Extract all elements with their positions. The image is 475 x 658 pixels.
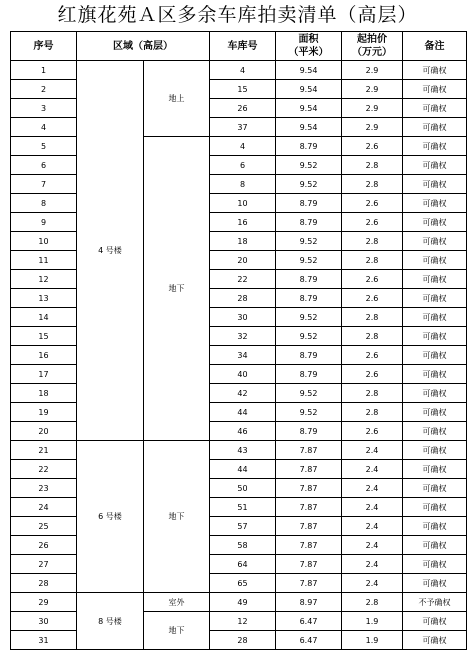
garage-cell: 12	[210, 612, 276, 631]
remark-cell: 可确权	[403, 270, 467, 289]
remark-cell: 可确权	[403, 574, 467, 593]
remark-cell: 可确权	[403, 441, 467, 460]
price-cell: 2.8	[342, 403, 403, 422]
remark-cell: 可确权	[403, 80, 467, 99]
price-cell: 2.8	[342, 384, 403, 403]
garage-cell: 18	[210, 232, 276, 251]
seq-cell: 17	[11, 365, 77, 384]
garage-cell: 20	[210, 251, 276, 270]
price-cell: 2.6	[342, 213, 403, 232]
price-cell: 2.6	[342, 270, 403, 289]
size-cell: 9.52	[276, 403, 342, 422]
seq-cell: 8	[11, 194, 77, 213]
price-cell: 2.6	[342, 137, 403, 156]
garage-cell: 8	[210, 175, 276, 194]
price-cell: 2.4	[342, 441, 403, 460]
size-cell: 7.87	[276, 498, 342, 517]
garage-cell: 44	[210, 403, 276, 422]
seq-cell: 24	[11, 498, 77, 517]
garage-cell: 28	[210, 289, 276, 308]
seq-cell: 7	[11, 175, 77, 194]
col-header-remark: 备注	[403, 32, 467, 61]
zone-cell: 地下	[144, 441, 210, 593]
price-cell: 1.9	[342, 631, 403, 650]
col-header-price-line2: （万元）	[352, 47, 392, 58]
remark-cell: 可确权	[403, 422, 467, 441]
garage-cell: 34	[210, 346, 276, 365]
price-cell: 2.6	[342, 365, 403, 384]
size-cell: 7.87	[276, 479, 342, 498]
size-cell: 8.79	[276, 137, 342, 156]
seq-cell: 18	[11, 384, 77, 403]
remark-cell: 可确权	[403, 118, 467, 137]
price-cell: 2.9	[342, 99, 403, 118]
seq-cell: 14	[11, 308, 77, 327]
size-cell: 8.79	[276, 194, 342, 213]
seq-cell: 20	[11, 422, 77, 441]
seq-cell: 19	[11, 403, 77, 422]
seq-cell: 21	[11, 441, 77, 460]
price-cell: 2.9	[342, 118, 403, 137]
remark-cell: 可确权	[403, 384, 467, 403]
seq-cell: 9	[11, 213, 77, 232]
garage-cell: 26	[210, 99, 276, 118]
price-cell: 2.4	[342, 498, 403, 517]
remark-cell: 可确权	[403, 517, 467, 536]
size-cell: 9.54	[276, 80, 342, 99]
seq-cell: 10	[11, 232, 77, 251]
remark-cell: 可确权	[403, 251, 467, 270]
remark-cell: 可确权	[403, 308, 467, 327]
size-cell: 9.52	[276, 384, 342, 403]
garage-cell: 43	[210, 441, 276, 460]
col-header-size	[276, 32, 342, 61]
garage-cell: 4	[210, 137, 276, 156]
table-row	[11, 593, 467, 612]
size-cell: 9.52	[276, 251, 342, 270]
remark-cell: 可确权	[403, 631, 467, 650]
size-cell: 8.97	[276, 593, 342, 612]
size-cell: 9.54	[276, 61, 342, 80]
remark-cell: 可确权	[403, 498, 467, 517]
price-cell: 2.6	[342, 346, 403, 365]
remark-cell: 可确权	[403, 175, 467, 194]
seq-cell: 3	[11, 99, 77, 118]
remark-cell: 可确权	[403, 156, 467, 175]
zone-cell: 室外	[144, 593, 210, 612]
garage-cell: 6	[210, 156, 276, 175]
page-title: 红旗花苑Ａ区多余车库拍卖清单（高层）	[57, 4, 418, 26]
seq-cell: 2	[11, 80, 77, 99]
remark-cell: 可确权	[403, 479, 467, 498]
size-cell: 7.87	[276, 574, 342, 593]
price-cell: 2.8	[342, 251, 403, 270]
col-header-price-line1: 起拍价	[357, 34, 387, 45]
remark-cell: 可确权	[403, 536, 467, 555]
garage-cell: 32	[210, 327, 276, 346]
garage-cell: 37	[210, 118, 276, 137]
size-cell: 6.47	[276, 612, 342, 631]
garage-cell: 49	[210, 593, 276, 612]
building-cell: 6 号楼	[77, 441, 144, 593]
col-header-seq: 序号	[11, 32, 77, 61]
price-cell: 2.6	[342, 194, 403, 213]
size-cell: 7.87	[276, 536, 342, 555]
size-cell: 7.87	[276, 441, 342, 460]
col-header-area: 区域（高层）	[77, 32, 210, 61]
seq-cell: 26	[11, 536, 77, 555]
size-cell: 9.52	[276, 308, 342, 327]
size-cell: 8.79	[276, 346, 342, 365]
price-cell: 2.4	[342, 555, 403, 574]
col-header-size-line1: 面积	[298, 34, 319, 45]
garage-cell: 58	[210, 536, 276, 555]
remark-cell: 可确权	[403, 555, 467, 574]
seq-cell: 13	[11, 289, 77, 308]
garage-cell: 4	[210, 61, 276, 80]
seq-cell: 27	[11, 555, 77, 574]
zone-cell: 地下	[144, 137, 210, 441]
size-cell: 7.87	[276, 460, 342, 479]
garage-cell: 28	[210, 631, 276, 650]
price-cell: 2.6	[342, 289, 403, 308]
garage-cell: 40	[210, 365, 276, 384]
remark-cell: 可确权	[403, 194, 467, 213]
garage-cell: 64	[210, 555, 276, 574]
size-cell: 8.79	[276, 213, 342, 232]
price-cell: 2.8	[342, 593, 403, 612]
remark-cell: 不予确权	[403, 593, 467, 612]
garage-cell: 42	[210, 384, 276, 403]
size-cell: 9.52	[276, 327, 342, 346]
price-cell: 2.6	[342, 422, 403, 441]
table-body	[11, 61, 467, 650]
price-cell: 2.4	[342, 536, 403, 555]
price-cell: 2.4	[342, 460, 403, 479]
size-cell: 6.47	[276, 631, 342, 650]
zone-cell: 地上	[144, 61, 210, 137]
seq-cell: 1	[11, 61, 77, 80]
remark-cell: 可确权	[403, 403, 467, 422]
seq-cell: 30	[11, 612, 77, 631]
price-cell: 2.4	[342, 517, 403, 536]
size-cell: 7.87	[276, 555, 342, 574]
table-row	[11, 61, 467, 80]
table-row	[11, 441, 467, 460]
price-cell: 2.8	[342, 327, 403, 346]
garage-cell: 10	[210, 194, 276, 213]
seq-cell: 22	[11, 460, 77, 479]
remark-cell: 可确权	[403, 346, 467, 365]
garage-cell: 50	[210, 479, 276, 498]
remark-cell: 可确权	[403, 365, 467, 384]
size-cell: 8.79	[276, 289, 342, 308]
remark-cell: 可确权	[403, 99, 467, 118]
remark-cell: 可确权	[403, 213, 467, 232]
garage-cell: 46	[210, 422, 276, 441]
seq-cell: 31	[11, 631, 77, 650]
size-cell: 8.79	[276, 422, 342, 441]
col-header-size-line2: （平米）	[288, 47, 329, 58]
seq-cell: 25	[11, 517, 77, 536]
size-cell: 9.52	[276, 175, 342, 194]
remark-cell: 可确权	[403, 61, 467, 80]
size-cell: 8.79	[276, 365, 342, 384]
price-cell: 2.9	[342, 80, 403, 99]
price-cell: 2.8	[342, 175, 403, 194]
seq-cell: 29	[11, 593, 77, 612]
col-header-price	[342, 32, 403, 61]
seq-cell: 12	[11, 270, 77, 289]
garage-cell: 16	[210, 213, 276, 232]
remark-cell: 可确权	[403, 460, 467, 479]
price-cell: 1.9	[342, 612, 403, 631]
price-cell: 2.4	[342, 479, 403, 498]
auction-table	[10, 31, 467, 650]
size-cell: 7.87	[276, 517, 342, 536]
seq-cell: 4	[11, 118, 77, 137]
garage-cell: 22	[210, 270, 276, 289]
size-cell: 9.54	[276, 118, 342, 137]
seq-cell: 15	[11, 327, 77, 346]
garage-cell: 44	[210, 460, 276, 479]
price-cell: 2.9	[342, 61, 403, 80]
price-cell: 2.8	[342, 308, 403, 327]
header-row	[11, 32, 467, 61]
garage-cell: 57	[210, 517, 276, 536]
remark-cell: 可确权	[403, 327, 467, 346]
size-cell: 9.52	[276, 156, 342, 175]
remark-cell: 可确权	[403, 612, 467, 631]
building-cell: 8 号楼	[77, 593, 144, 650]
seq-cell: 5	[11, 137, 77, 156]
size-cell: 9.52	[276, 232, 342, 251]
seq-cell: 16	[11, 346, 77, 365]
price-cell: 2.8	[342, 232, 403, 251]
price-cell: 2.4	[342, 574, 403, 593]
size-cell: 8.79	[276, 270, 342, 289]
seq-cell: 23	[11, 479, 77, 498]
remark-cell: 可确权	[403, 289, 467, 308]
building-cell: 4 号楼	[77, 61, 144, 441]
garage-cell: 51	[210, 498, 276, 517]
garage-cell: 15	[210, 80, 276, 99]
garage-cell: 30	[210, 308, 276, 327]
price-cell: 2.8	[342, 156, 403, 175]
remark-cell: 可确权	[403, 232, 467, 251]
seq-cell: 6	[11, 156, 77, 175]
size-cell: 9.54	[276, 99, 342, 118]
garage-cell: 65	[210, 574, 276, 593]
seq-cell: 28	[11, 574, 77, 593]
seq-cell: 11	[11, 251, 77, 270]
col-header-garage: 车库号	[210, 32, 276, 61]
zone-cell: 地下	[144, 612, 210, 650]
remark-cell: 可确权	[403, 137, 467, 156]
